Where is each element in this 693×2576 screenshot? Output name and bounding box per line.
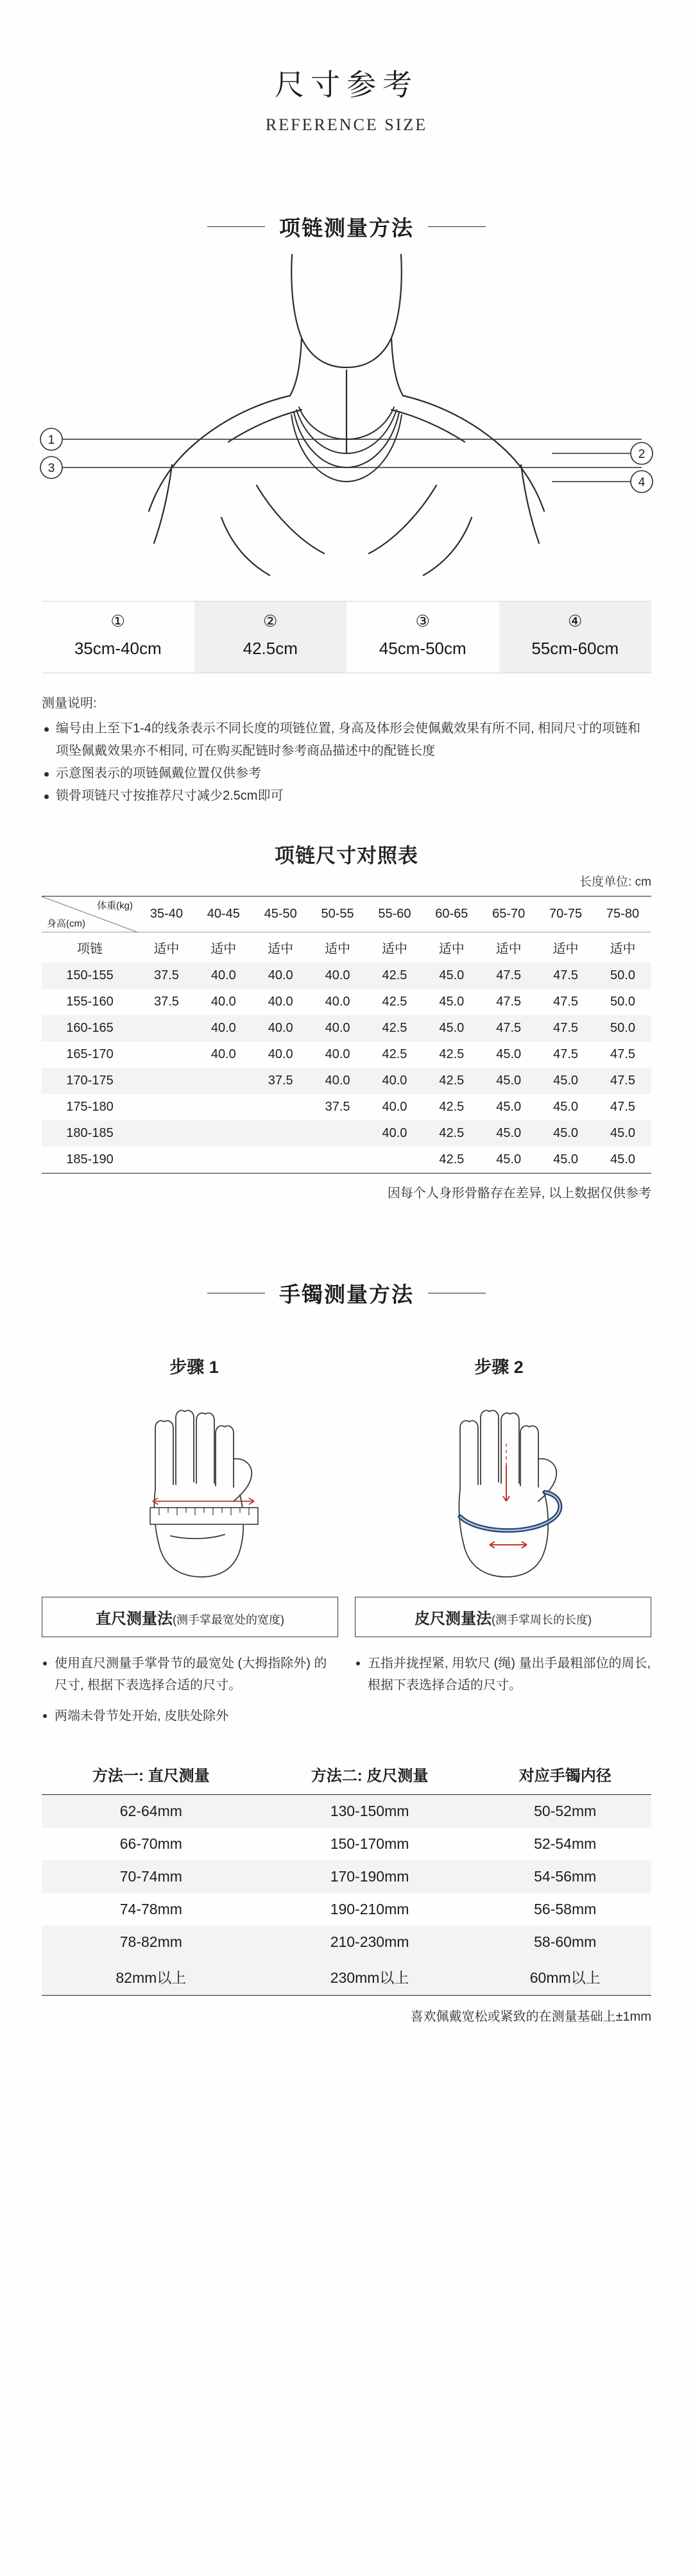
table-row [42,1828,651,1860]
weight-col-header: 45-50 [252,896,309,932]
cell: 40.0 [210,968,236,982]
cell: 42.5 [382,994,407,1009]
cell: 45.0 [553,1099,579,1114]
cell: 40.0 [382,1073,407,1088]
necklace-size-table [42,896,651,1174]
cell: 42.5 [439,1047,465,1061]
weight-col-header: 55-60 [366,896,424,932]
subheader-cell: 适中 [153,941,180,956]
length-value-3: 45cm-50cm [379,638,466,658]
cell: 47.5 [610,1073,635,1088]
table-row [42,989,651,1015]
cell: 47.5 [610,1047,635,1061]
necklace-table-unit: 长度单位: cm [579,875,651,889]
cell: 56-58mm [534,1900,597,1917]
length-cell-1 [42,602,194,673]
step-2-label: 步骤 2 [474,1357,524,1377]
length-cell-2 [194,602,347,673]
cell: 40.0 [268,968,293,982]
cell [195,1068,252,1094]
cell: 45.0 [553,1073,579,1088]
cell: 170-190mm [330,1867,409,1885]
cell [138,1094,195,1120]
subheader-cell: 适中 [438,941,465,956]
row-height: 155-160 [66,994,114,1009]
cell [138,1147,195,1174]
cell: 40.0 [325,1073,350,1088]
length-value-4: 55cm-60cm [531,638,619,658]
cell: 66-70mm [119,1835,182,1852]
cell: 40.0 [325,1020,350,1035]
corner-height-label: 身高(cm) [47,918,85,929]
cell: 47.5 [496,968,522,982]
weight-col-header: 40-45 [195,896,252,932]
cell [195,1094,252,1120]
subheader-label: 项链 [77,941,103,956]
cell: 45.0 [553,1125,579,1140]
corner-weight-label: 体重(kg) [97,900,133,911]
cell: 45.0 [610,1125,635,1140]
note-item: 编号由上至下1-4的线条表示不同长度的项链位置, 身高及体形会使佩戴效果有所不同, 相同尺寸的项链和项坠佩戴效果亦不相同, 可在购买配链时参考商品描述中的配链长度 [42,718,651,762]
necklace-table-footnote: 因每个人身形骨骼存在差异, 以上数据仅供参考 [387,1186,651,1200]
cell: 37.5 [325,1099,350,1114]
cell: 230mm以上 [261,1958,479,1996]
row-height: 150-155 [66,968,114,982]
table-row [42,1041,651,1068]
cell [138,1041,195,1068]
cell: 42.5 [423,1147,480,1174]
table-row [42,1893,651,1926]
subheader-cell: 适中 [210,941,237,956]
cell: 60mm以上 [479,1958,651,1996]
length-value-2: 42.5cm [243,638,298,658]
cell: 210-230mm [330,1933,409,1950]
notes-list [42,718,651,807]
cell [195,1120,252,1147]
table-subheader-row [42,932,651,963]
cell [366,1147,424,1174]
cell [252,1094,309,1120]
page-subtitle: REFERENCE SIZE [265,115,428,134]
table-row [42,1068,651,1094]
length-marker-1: ① [110,612,125,630]
necklace-illustration [0,242,693,601]
cell: 42.5 [382,968,407,982]
cell [252,1120,309,1147]
row-height: 180-185 [66,1125,114,1140]
necklace-heading-label: 项链测量方法 [279,216,414,240]
bracelet-size-table [42,1755,651,1996]
cell: 82mm以上 [42,1958,261,1996]
method-box-ruler [42,1597,338,1637]
cell: 45.0 [594,1147,651,1174]
cell: 40.0 [325,994,350,1009]
note-item: 锁骨项链尺寸按推荐尺寸减少2.5cm即可 [42,785,651,807]
table-row [42,1860,651,1893]
cell: 45.0 [439,968,465,982]
length-cell-4 [499,602,652,673]
cell: 45.0 [480,1147,537,1174]
row-height: 170-175 [66,1073,114,1088]
bracelet-col-header-inner: 对应手镯内径 [479,1755,651,1795]
cell [138,1068,195,1094]
bracelet-steps [42,1353,651,1597]
cell: 50.0 [610,1020,635,1035]
row-height: 175-180 [66,1099,114,1114]
table-row [42,1958,651,1996]
cell: 47.5 [610,1099,635,1114]
weight-col-header: 60-65 [423,896,480,932]
cell [309,1147,366,1174]
cell: 40.0 [325,1047,350,1061]
cell: 50-52mm [534,1802,597,1819]
svg-text:4: 4 [638,476,646,489]
cell: 47.5 [553,968,579,982]
table-row [42,1794,651,1828]
note-item: 示意图表示的项链佩戴位置仅供参考 [42,762,651,785]
heading-rule-right [428,226,486,227]
step-1-label: 步骤 1 [169,1357,219,1377]
table-row [42,1094,651,1120]
cell [309,1120,366,1147]
necklace-table-title: 项链尺寸对照表 [275,844,418,867]
cell: 47.5 [553,1047,579,1061]
method-box-ruler-sub: (测手掌最宽处的宽度) [173,1613,284,1626]
table-row [42,1147,651,1174]
length-marker-2: ② [263,612,278,630]
weight-col-header: 50-55 [309,896,366,932]
subheader-cell: 适中 [552,941,579,956]
subheader-cell: 适中 [495,941,522,956]
cell [138,1120,195,1147]
cell: 45.0 [496,1099,522,1114]
svg-text:2: 2 [638,448,646,461]
cell: 130-150mm [330,1802,409,1819]
subheader-cell: 适中 [325,941,351,956]
bracelet-heading-label: 手镯测量方法 [279,1282,414,1306]
length-cell-3 [346,602,499,673]
necklace-notes [42,693,651,807]
table-row [42,1926,651,1958]
length-value-1: 35cm-40cm [74,638,162,658]
page-title: 尺寸参考 [275,69,418,101]
bracelet-col-header-ruler: 方法一: 直尺测量 [42,1755,261,1795]
weight-col-header: 35-40 [138,896,195,932]
cell: 37.5 [153,968,179,982]
table-header-row [42,896,651,932]
cell: 42.5 [439,1099,465,1114]
method-note: 使用直尺测量手掌骨节的最宽处 (大拇指除外) 的尺寸, 根据下表选择合适的尺寸。 [42,1653,338,1696]
subheader-cell: 适中 [381,941,407,956]
cell: 45.0 [439,1020,465,1035]
cell [138,1015,195,1041]
cell: 37.5 [153,994,179,1009]
bracelet-method-notes [42,1653,651,1736]
cell: 42.5 [382,1047,407,1061]
table-row [42,963,651,989]
cell: 40.0 [382,1125,407,1140]
table-row [42,1120,651,1147]
bracelet-section-heading [141,1278,552,1308]
cell: 150-170mm [330,1835,409,1852]
cell: 40.0 [382,1099,407,1114]
cell: 45.0 [537,1147,594,1174]
cell: 45.0 [496,1125,522,1140]
page-header [0,0,693,135]
length-marker-4: ④ [568,612,583,630]
method-notes-left [42,1653,338,1736]
cell: 54-56mm [534,1867,597,1885]
cell: 37.5 [268,1073,293,1088]
cell: 40.0 [210,1047,236,1061]
cell: 42.5 [439,1073,465,1088]
cell: 40.0 [325,968,350,982]
notes-lead: 测量说明: [42,696,97,711]
cell: 47.5 [553,994,579,1009]
cell [195,1147,252,1174]
row-height: 185-190 [42,1147,138,1174]
svg-text:1: 1 [47,434,55,447]
weight-col-header: 70-75 [537,896,594,932]
method-box-tape [355,1597,651,1637]
weight-col-header: 75-80 [594,896,651,932]
cell [252,1147,309,1174]
bracelet-step-2 [346,1353,651,1597]
method-box-tape-sub: (测手掌周长的长度) [492,1613,592,1626]
bracelet-header-row [42,1755,651,1795]
hand-ruler-illustration [89,1382,300,1594]
cell: 40.0 [268,1020,293,1035]
bracelet-col-header-tape: 方法二: 皮尺测量 [261,1755,479,1795]
heading-rule-left [207,226,265,227]
cell: 47.5 [496,1020,522,1035]
cell: 45.0 [496,1047,522,1061]
bracelet-method-boxes [42,1597,651,1637]
cell: 42.5 [439,1125,465,1140]
cell: 70-74mm [119,1867,182,1885]
method-note: 两端未骨节处开始, 皮肤处除外 [42,1705,338,1727]
cell: 40.0 [268,1047,293,1061]
method-notes-right [355,1653,651,1736]
cell: 40.0 [210,1020,236,1035]
method-box-ruler-title: 直尺测量法 [96,1610,173,1628]
bracelet-table-footnote: 喜欢佩戴宽松或紧致的在测量基础上±1mm [410,2009,651,2024]
subheader-cell: 适中 [610,941,636,956]
svg-text:3: 3 [47,462,55,475]
subheader-cell: 适中 [268,941,294,956]
cell: 47.5 [496,994,522,1009]
necklace-length-band [42,601,651,673]
cell: 62-64mm [119,1802,182,1819]
cell: 190-210mm [330,1900,409,1917]
cell: 42.5 [382,1020,407,1035]
weight-col-header: 65-70 [480,896,537,932]
bracelet-step-1 [42,1353,346,1597]
method-box-tape-title: 皮尺测量法 [415,1610,492,1628]
cell: 50.0 [610,994,635,1009]
cell: 47.5 [553,1020,579,1035]
table-row [42,1015,651,1041]
row-height: 160-165 [66,1020,114,1035]
cell: 40.0 [268,994,293,1009]
cell: 40.0 [210,994,236,1009]
cell: 45.0 [496,1073,522,1088]
cell: 78-82mm [119,1933,182,1950]
necklace-section-heading [141,212,552,242]
cell: 50.0 [610,968,635,982]
cell: 74-78mm [119,1900,182,1917]
cell: 52-54mm [534,1835,597,1852]
method-note: 五指并拢捏紧, 用软尺 (绳) 量出手最粗部位的周长, 根据下表选择合适的尺寸。 [355,1653,651,1696]
hand-tape-illustration [393,1382,605,1594]
row-height: 165-170 [66,1047,114,1061]
length-marker-3: ③ [415,612,430,630]
cell: 45.0 [439,994,465,1009]
cell: 58-60mm [534,1933,597,1950]
table-corner-cell [42,896,138,932]
